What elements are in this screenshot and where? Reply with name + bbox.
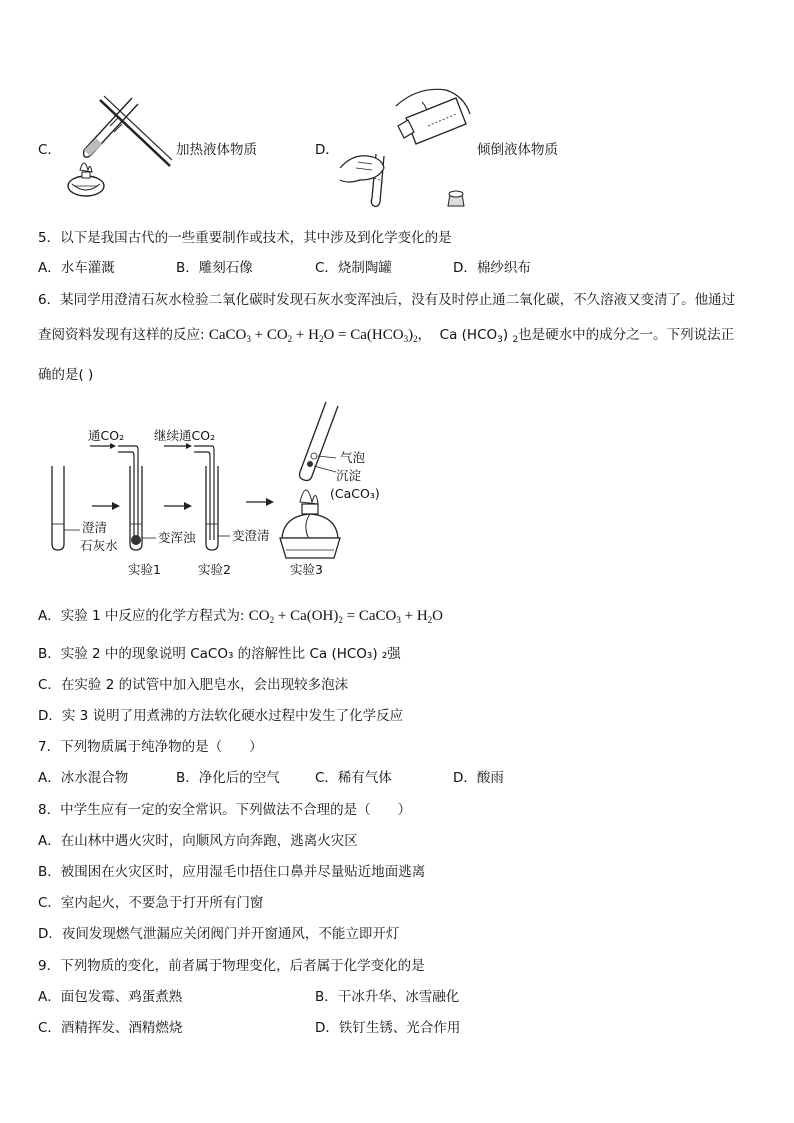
q5-option-a: A．水车灌溉 [38,260,115,276]
label-co2-1: 通CO₂ [88,428,125,443]
q8-stem: 8．中学生应有一定的安全常识。下列做法不合理的是（ ） [38,802,412,818]
q9-option-d: D．铁钉生锈、光合作用 [315,1020,461,1036]
label-clear-2: 石灰水 [80,538,118,553]
option-c-text: 加热液体物质 [176,142,257,158]
heating-liquid-figure [62,92,174,208]
q6-option-c: C．在实验 2 的试管中加入肥皂水，会出现较多泡沫 [38,677,349,693]
pouring-liquid-figure [338,84,478,218]
q6-option-a-text: A．实验 1 中反应的化学方程式为: [38,608,245,624]
label-exp3: 实验3 [290,562,323,577]
q7-option-b: B．净化后的空气 [176,770,280,786]
option-d-label: D． [315,142,339,158]
q9-option-a: A．面包发霉、鸡蛋煮熟 [38,989,183,1005]
label-clear-1: 澄清 [82,520,108,535]
q6-stem-line1: 6．某同学用澄清石灰水检验二氧化碳时发现石灰水变浑浊后，没有及时停止通二氧化碳，不久溶液又变清了。他通过 [38,292,736,308]
q6-stem-line2-pre: 查阅资料发现有这样的反应: [38,327,205,343]
option-d-text: 倾倒液体物质 [477,142,558,158]
q6-stem-line2-post: 也是硬水中的成分之一。下列说法正 [518,327,735,343]
q7-option-d: D．酸雨 [453,770,504,786]
q8-option-a: A．在山林中遇火灾时，向顺风方向奔跑，逃离火灾区 [38,833,358,849]
label-turbid: 变浑浊 [158,530,196,545]
q6-equation: CaCO$_3$ + $CO_2 + H_2O = Ca(HCO_3)_2$ [208,327,418,344]
co2-experiment-figure [44,398,404,587]
q9-option-b: B．干冰升华、冰雪融化 [315,989,460,1005]
label-clear-again: 变澄清 [232,528,270,543]
q6-ca-hco3: Ca $(HCO_3)$ $_2$ [439,327,519,345]
q8-option-b: B．被围困在火灾区时，应用湿毛巾捂住口鼻并尽量贴近地面逃离 [38,864,426,880]
q9-stem: 9．下列物质的变化，前者属于物理变化，后者属于化学变化的是 [38,958,425,974]
label-bubble: 气泡 [340,450,366,465]
label-precip-formula: (CaCO₃) [330,486,380,501]
option-c-label: C． [38,142,61,158]
label-exp1: 实验1 [128,562,161,577]
q5-option-d: D．棉纱织布 [453,260,531,276]
q5-stem: 5．以下是我国古代的一些重要制作或技术，其中涉及到化学变化的是 [38,230,452,246]
q8-option-d: D．夜间发现燃气泄漏应关闭阀门并开窗通风，不能立即开灯 [38,926,400,942]
q6-option-a [38,607,443,625]
q6-option-b: B．实验 2 中的现象说明 CaCO₃ 的溶解性比 Ca (HCO₃) ₂强 [38,646,401,662]
q8-option-c: C．室内起火，不要急于打开所有门窗 [38,895,264,911]
q7-option-a: A．冰水混合物 [38,770,129,786]
q5-option-b: B．雕刻石像 [176,260,253,276]
q6-option-a-equation: $CO_2 + Ca(OH)_2$ = CaCO$_3$ + $H_2O$ [248,608,443,625]
label-precip: 沉淀 [336,468,362,483]
label-exp2: 实验2 [198,562,231,577]
q7-option-c: C．稀有气体 [315,770,392,786]
q6-stem-line2: 查阅资料发现有这样的反应: CaCO$_3$ + $CO_2 + H_2O = Ca(HCO_3)_2$， Ca $(HCO_3)$ $_2$也是硬水中的成分之一。下列说法正 [38,327,735,345]
q6-stem-line3: 确的是( ) [38,367,94,383]
q6-option-d: D．实 3 说明了用煮沸的方法软化硬水过程中发生了化学反应 [38,708,404,724]
q9-option-c: C．酒精挥发、酒精燃烧 [38,1020,183,1036]
label-co2-2: 继续通CO₂ [154,428,216,443]
q5-option-c: C．烧制陶罐 [315,260,392,276]
q7-stem: 7．下列物质属于纯净物的是（ ） [38,739,263,755]
